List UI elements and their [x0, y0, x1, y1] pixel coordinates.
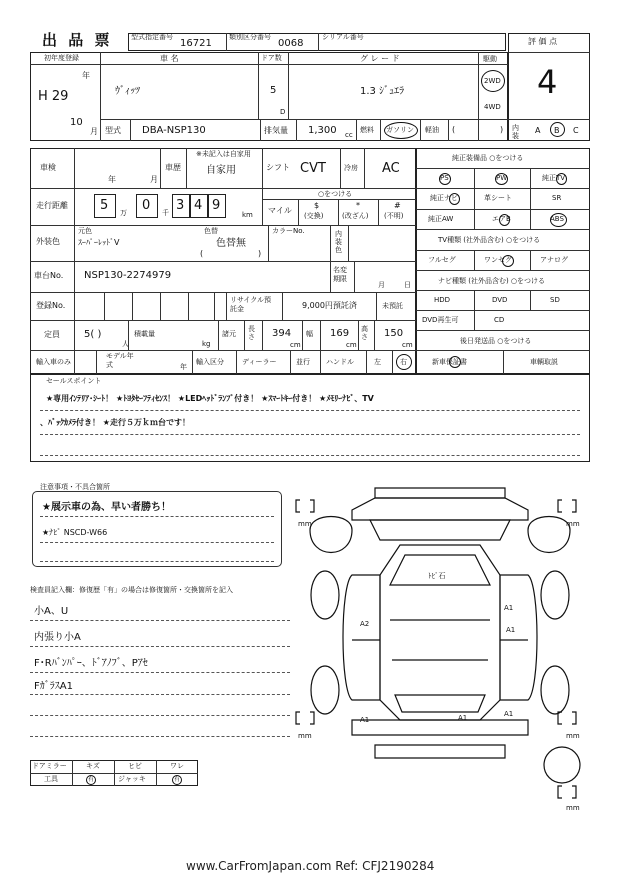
- mm-label: mm: [566, 804, 580, 812]
- mileage-digit: 9: [212, 198, 221, 213]
- damage-mark: ﾄﾋﾞ石: [428, 572, 446, 580]
- legend-tool: 工具: [44, 775, 58, 783]
- doors-label: ドア数: [261, 54, 282, 62]
- person-unit: 人: [122, 340, 129, 348]
- dealer-label: ディーラー: [242, 358, 277, 366]
- doors-value: 5: [270, 85, 277, 96]
- import-label: 輸入車のみ: [36, 358, 71, 366]
- recycle-label: リサイクル預託金: [230, 296, 272, 313]
- mile-label: マイル: [268, 206, 292, 215]
- equip-sr: SR: [552, 194, 562, 202]
- recycle-pending: 未預託: [382, 302, 403, 310]
- circle-airbag: [499, 214, 510, 226]
- exterior-label: 外装色: [36, 237, 60, 246]
- car-name-label: 車 名: [160, 54, 179, 63]
- year-unit: 年: [82, 71, 90, 80]
- score-label: 評 価 点: [528, 37, 558, 46]
- model-year-unit: 年: [180, 363, 187, 371]
- load-label: 積載量: [134, 330, 155, 338]
- score-value: 4: [537, 63, 558, 101]
- serial-label: シリアル番号: [322, 33, 364, 41]
- tv-fullseg: フルセグ: [428, 256, 456, 264]
- equip-airbag: エアB: [492, 215, 511, 223]
- height-value: 150: [384, 328, 404, 339]
- usage-note: ※未記入は自家用: [196, 150, 251, 158]
- mileage-digit: 3: [176, 198, 185, 213]
- drive-4wd: 4WD: [484, 103, 501, 111]
- inspector-line: F･Rﾊﾞﾝﾊﾟｰ、ﾄﾞｱﾉﾌﾞ、Pｱｾ: [34, 658, 148, 669]
- capacity-label: 定員: [44, 330, 60, 339]
- shaken-year-unit: 年: [108, 175, 116, 184]
- equip-pw: PW: [496, 174, 508, 182]
- notes-line2: ★ﾅﾋﾞ NSCD-W66: [42, 528, 108, 537]
- equip-aw: 純正AW: [428, 215, 454, 223]
- import-type-label: 輸入区分: [196, 358, 224, 366]
- grade-label: グ レ ー ド: [360, 54, 400, 63]
- notes-label: 注意事項・不具合箇所: [40, 483, 110, 491]
- cm-unit: cm: [290, 341, 301, 349]
- damage-mark: A1: [504, 710, 514, 718]
- circle-ps: [439, 173, 451, 185]
- right-label: 右: [400, 358, 407, 366]
- circle-oneseg: [502, 255, 514, 267]
- standard-label: 純正装備品 ○をつける: [452, 154, 524, 162]
- notes-line1: ★展示車の為、早い者勝ち！: [42, 502, 171, 513]
- equip-leather: 革シート: [484, 194, 512, 202]
- new-warranty: 新車保証書: [432, 358, 467, 366]
- cooler-value: AC: [382, 161, 400, 176]
- mileage-digit: 4: [194, 198, 203, 213]
- mileage-digit: 0: [142, 198, 151, 213]
- grade-value: 1.3 ｼﾞｭｴﾗ: [360, 86, 405, 97]
- doors-sub: D: [280, 108, 286, 116]
- damage-mark: A1: [360, 716, 370, 724]
- shift-value: CVT: [300, 161, 326, 176]
- tv-oneseg: ワンセグ: [484, 256, 512, 264]
- mileage-label: 走行距離: [36, 201, 68, 210]
- car-name-value: ｳﾞｨｯﾂ: [115, 86, 140, 97]
- shift-label: シフト: [266, 163, 290, 172]
- chassis-label: 車台No.: [34, 271, 64, 280]
- mm-label: mm: [566, 520, 580, 528]
- inspector-line: 内張り小A: [34, 632, 81, 643]
- mm-label: mm: [298, 732, 312, 740]
- cooler-label: 冷房: [344, 164, 358, 172]
- circle-note: ○をつける: [318, 190, 353, 198]
- shaken-month-unit: 月: [150, 175, 158, 184]
- length-label: 長さ: [248, 325, 255, 341]
- usage-value: 自家用: [206, 165, 236, 176]
- model-label: 型式: [105, 126, 121, 135]
- equip-tv: 純正TV: [542, 174, 566, 182]
- navi-label: ナビ種類 (社外品含む) ○をつける: [438, 277, 546, 285]
- navi-sd: SD: [550, 296, 560, 304]
- capacity-value: 5( ): [84, 329, 102, 340]
- model-year-label: モデル年式: [106, 352, 134, 369]
- equip-ps: PS: [440, 174, 449, 182]
- unknown-label: (不明): [384, 212, 404, 220]
- reg-no-label: 登録No.: [36, 301, 66, 310]
- length-value: 394: [272, 328, 292, 339]
- sales-points-line2: 、ﾊﾞｯｸｶﾒﾗ付き！ ★走行５万ｋｍ台です！: [40, 418, 190, 427]
- width-value: 169: [330, 328, 350, 339]
- sales-points-line1: ★専用ｲﾝﾃﾘｱ･ｼｰﾄ！ ★ﾄﾖﾀｾｰﾌﾃｨｾﾝｽ！ ★LEDﾍｯﾄﾞﾗﾝﾌﾟ付き！ ★ｽﾏｰﾄｷｰ付き！ ★ﾒﾓﾘｰﾅﾋﾞ、TV: [46, 394, 374, 403]
- interior-label: 内装: [512, 124, 519, 140]
- interior-b: B: [554, 126, 560, 135]
- dvd-label: DVD再生可: [422, 316, 459, 324]
- ruibetsu-value: 0068: [278, 38, 304, 49]
- circle-tv: [556, 173, 567, 185]
- navi-hdd: HDD: [434, 296, 451, 304]
- displacement-unit: cc: [345, 131, 353, 139]
- equip-navi: 純正ナビ: [430, 194, 458, 202]
- cm-unit: cm: [346, 341, 357, 349]
- cm-unit: cm: [402, 341, 413, 349]
- model-value: DBA-NSP130: [142, 125, 206, 136]
- interior-a: A: [535, 126, 541, 135]
- usage-label: 車歴: [165, 163, 181, 172]
- legend-jack-yes: 有: [174, 776, 181, 783]
- name-change-day: 日: [404, 281, 411, 289]
- damage-mark: A1: [506, 626, 516, 634]
- legend-doormirror: ドアミラー: [32, 762, 67, 770]
- footer-watermark: www.CarFromJapan.com Ref: CFJ2190284: [186, 859, 435, 873]
- manual-label: 車輌取説: [530, 358, 558, 366]
- dim-label: 諸元: [222, 330, 236, 338]
- mm-label: mm: [298, 520, 312, 528]
- month-unit: 月: [90, 127, 98, 136]
- inspector-line: 小A、U: [34, 606, 69, 617]
- legend-tool-yes: 有: [88, 776, 95, 783]
- katashiki-label: 型式指定番号: [131, 33, 173, 41]
- left-label: 左: [374, 358, 381, 366]
- tv-analog: アナログ: [540, 256, 568, 264]
- first-reg-label: 初年度登録: [44, 54, 79, 62]
- name-change-label: 名変期限: [333, 266, 347, 283]
- swap-symbol: $: [314, 201, 320, 210]
- drive-2wd: 2WD: [484, 77, 501, 85]
- color-change-label: 色替: [204, 227, 218, 235]
- damage-mark: A2: [360, 620, 370, 628]
- kg-unit: kg: [202, 340, 211, 348]
- era-year: H 29: [38, 89, 69, 104]
- legend-kizu: キズ: [86, 762, 100, 770]
- shaken-label: 車検: [40, 163, 56, 172]
- legend-hibi: ヒビ: [128, 762, 142, 770]
- circle-warranty: [449, 356, 461, 368]
- katashiki-value: 16721: [180, 38, 212, 49]
- later-docs-label: 後日発送品 ○をつける: [460, 337, 532, 345]
- orig-color-label: 元色: [78, 227, 92, 235]
- handle-label: ハンドル: [326, 358, 354, 366]
- cd-label: CD: [494, 316, 505, 324]
- legend-ware: ワレ: [170, 762, 184, 770]
- fuel-value: ガソリン: [386, 126, 414, 134]
- light-oil-label: 軽油: [425, 126, 439, 134]
- sheet-title: 出 品 票: [42, 31, 113, 49]
- mileage-digit: 5: [100, 198, 109, 213]
- mm-label: mm: [566, 732, 580, 740]
- damage-mark: A1: [458, 714, 468, 722]
- inspector-line: FｶﾞﾗｽA1: [34, 681, 73, 692]
- parallel-label: 並行: [296, 358, 310, 366]
- swap-label: (交換): [304, 212, 324, 220]
- ruibetsu-label: 類別区分番号: [229, 33, 271, 41]
- tv-label: TV種類 (社外品含む) ○をつける: [438, 236, 541, 244]
- recycle-value: 9,000円預託済: [302, 301, 357, 310]
- unknown-symbol: #: [394, 201, 401, 210]
- displacement-label: 排気量: [264, 126, 288, 135]
- inspector-label: 検査員記入欄：修復歴「有」の場合は修復箇所・交換箇所を記入: [30, 586, 233, 594]
- car-damage-diagram: [290, 478, 590, 816]
- man-unit: 万: [120, 209, 127, 217]
- chassis-value: NSP130-2274979: [84, 270, 172, 281]
- fuel-label: 燃料: [360, 126, 374, 134]
- interior-c: C: [573, 126, 579, 135]
- altered-symbol: *: [356, 201, 360, 210]
- equip-abs: ABS: [550, 215, 564, 223]
- inner-color-label: 内装色: [335, 230, 342, 254]
- color-no-label: カラーNo.: [272, 227, 305, 235]
- navi-dvd: DVD: [492, 296, 508, 304]
- name-change-month: 月: [378, 281, 385, 289]
- km-unit: km: [242, 211, 253, 219]
- circle-pw: [495, 173, 508, 185]
- height-label: 高さ: [361, 325, 368, 341]
- circle-navi: [449, 193, 460, 205]
- sen-unit: 千: [162, 209, 169, 217]
- width-label: 幅: [306, 330, 313, 338]
- drive-label: 駆動: [483, 55, 497, 63]
- circle-abs: [550, 213, 567, 227]
- displacement-value: 1,300: [308, 125, 337, 136]
- color-change-value: 色替無: [216, 238, 246, 249]
- reg-month: 10: [70, 117, 83, 128]
- damage-mark: A1: [504, 604, 514, 612]
- legend-jack: ジャッキ: [118, 775, 146, 783]
- sales-points-label: セールスポイント: [46, 377, 102, 385]
- altered-label: (改ざん): [342, 212, 369, 220]
- exterior-value: ｽｰﾊﾟｰﾚｯﾄﾞV: [78, 238, 120, 247]
